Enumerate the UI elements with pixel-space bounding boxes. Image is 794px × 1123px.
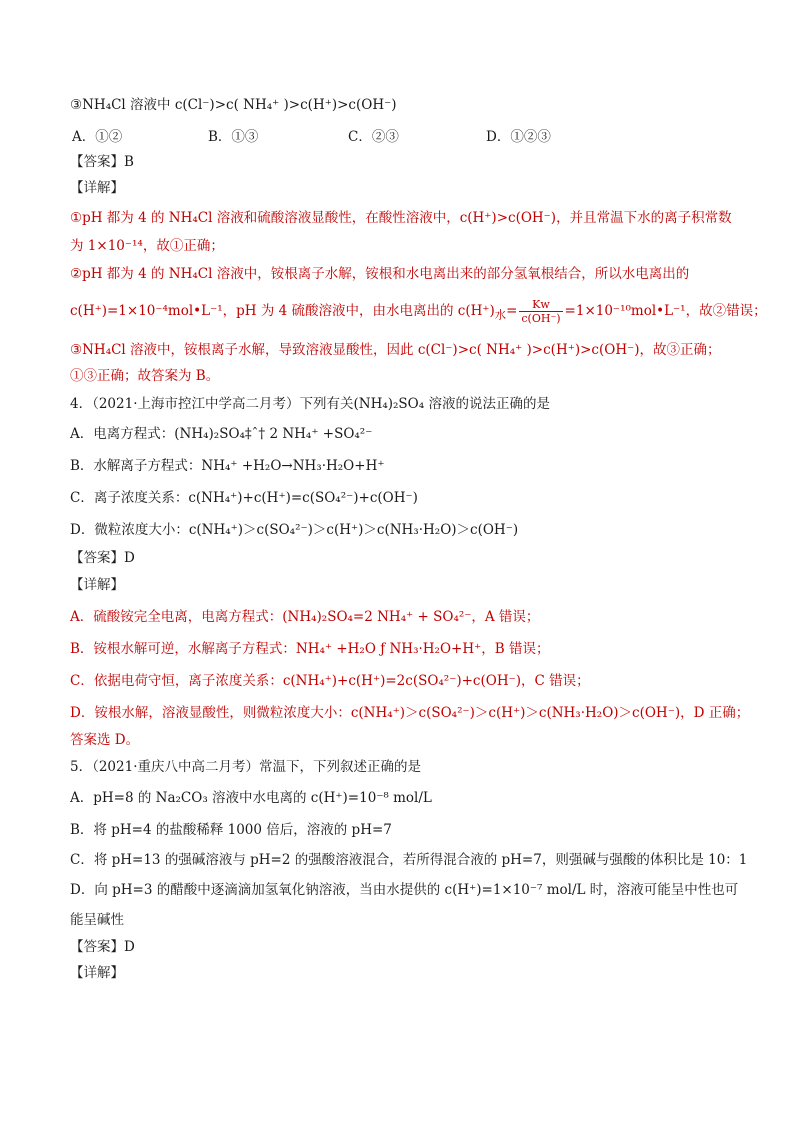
q4-option-c: C．离子浓度关系：c(NH₄⁺)+c(H⁺)=c(SO₄²⁻)+c(OH⁻): [70, 490, 418, 506]
q3-detail-1-line-1: ①pH 都为 4 的 NH₄Cl 溶液和硫酸溶液显酸性，在酸性溶液中，c(H⁺)>c(OH⁻)，并且常温下水的离子积常数: [70, 210, 732, 226]
q4-detail-label: 【详解】: [70, 577, 124, 593]
q3-answer: 【答案】B: [70, 154, 134, 170]
q3-water-subscript: 水: [494, 308, 507, 322]
q3-detail-2-line-2: [70, 298, 767, 326]
q4-answer: 【答案】D: [70, 550, 135, 566]
q3-equals: =: [506, 303, 518, 319]
q3-detail-2-text-a: c(H⁺)=1×10⁻⁴mol•L⁻¹，pH 为 4 硫酸溶液中，由水电离出的 c(H⁺): [70, 303, 495, 319]
q3-detail-summary: ①③正确；故答案为 B。: [70, 368, 220, 384]
q5-option-b: B．将 pH=4 的盐酸稀释 1000 倍后，溶液的 pH=7: [70, 822, 392, 838]
q5-option-c: C．将 pH=13 的强碱溶液与 pH=2 的强酸溶液混合，若所得混合液的 pH=7，则强碱与强酸的体积比是 10：1: [70, 852, 748, 868]
q4-option-d: D．微粒浓度大小：c(NH₄⁺)＞c(SO₄²⁻)＞c(H⁺)＞c(NH₃·H₂O)＞c(OH⁻): [70, 522, 519, 538]
kw-denominator: c(OH⁻): [521, 312, 561, 325]
q4-detail-b: B．铵根水解可逆，水解离子方程式：NH₄⁺ +H₂O ƒ NH₃·H₂O+H⁺，B 错误；: [70, 641, 550, 657]
q4-option-b: B．水解离子方程式：NH₄⁺ +H₂O→NH₃·H₂O+H⁺: [70, 458, 385, 474]
q4-option-a: A．电离方程式：(NH₄)₂SO₄‡ˆ† 2 NH₄⁺ +SO₄²⁻: [70, 426, 373, 442]
q4-detail-d: D．铵根水解，溶液显酸性，则微粒浓度大小：c(NH₄⁺)＞c(SO₄²⁻)＞c(H⁺)＞c(NH₃·H₂O)＞c(OH⁻)，D 正确；: [70, 705, 750, 721]
q4-detail-a: A．硫酸铵完全电离，电离方程式：(NH₄)₂SO₄=2 NH₄⁺ + SO₄²⁻，A 错误；: [70, 609, 540, 625]
q3-detail-1-line-2: 为 1×10⁻¹⁴，故①正确；: [70, 238, 224, 254]
q5-stem: 5．（2021·重庆八中高二月考）常温下，下列叙述正确的是: [70, 759, 421, 775]
q3-detail-label: 【详解】: [70, 180, 124, 196]
q3-detail-2-line-1: ②pH 都为 4 的 NH₄Cl 溶液中，铵根离子水解，铵根和水电离出来的部分氢氧根结合，所以水电离出的: [70, 266, 690, 282]
q4-detail-c: C．依据电荷守恒，离子浓度关系：c(NH₄⁺)+c(H⁺)=2c(SO₄²⁻)+c(OH⁻)，C 错误；: [70, 673, 590, 689]
q5-option-d-line-1: D．向 pH=3 的醋酸中逐滴滴加氢氧化钠溶液，当由水提供的 c(H⁺)=1×10⁻⁷ mol/L 时，溶液可能呈中性也可: [70, 882, 739, 898]
q3-statement-3: ③NH₄Cl 溶液中 c(Cl⁻)>c( NH₄⁺ )>c(H⁺)>c(OH⁻): [70, 97, 397, 113]
q3-option-d: D．①②③: [486, 129, 551, 145]
q4-detail-summary: 答案选 D。: [70, 732, 140, 748]
q3-detail-2-text-b: =1×10⁻¹⁰mol•L⁻¹，故②错误；: [564, 303, 767, 319]
q3-detail-3: ③NH₄Cl 溶液中，铵根离子水解，导致溶液显酸性，因此 c(Cl⁻)>c( NH₄⁺ )>c(H⁺)>c(OH⁻)，故③正确；: [70, 342, 721, 358]
kw-fraction: [519, 298, 562, 325]
q5-detail-label: 【详解】: [70, 965, 124, 981]
q3-option-a: A．①②: [72, 129, 123, 145]
q3-option-c: C．②③: [348, 129, 399, 145]
q5-answer: 【答案】D: [70, 939, 135, 955]
kw-numerator: Kw: [519, 298, 562, 312]
q5-option-d-line-2: 能呈碱性: [70, 912, 124, 928]
q3-option-b: B．①③: [208, 129, 259, 145]
q5-option-a: A．pH=8 的 Na₂CO₃ 溶液中水电离的 c(H⁺)=10⁻⁸ mol/L: [70, 790, 432, 806]
q4-stem: 4．（2021·上海市控江中学高二月考）下列有关(NH₄)₂SO₄ 溶液的说法正确的是: [70, 396, 550, 412]
